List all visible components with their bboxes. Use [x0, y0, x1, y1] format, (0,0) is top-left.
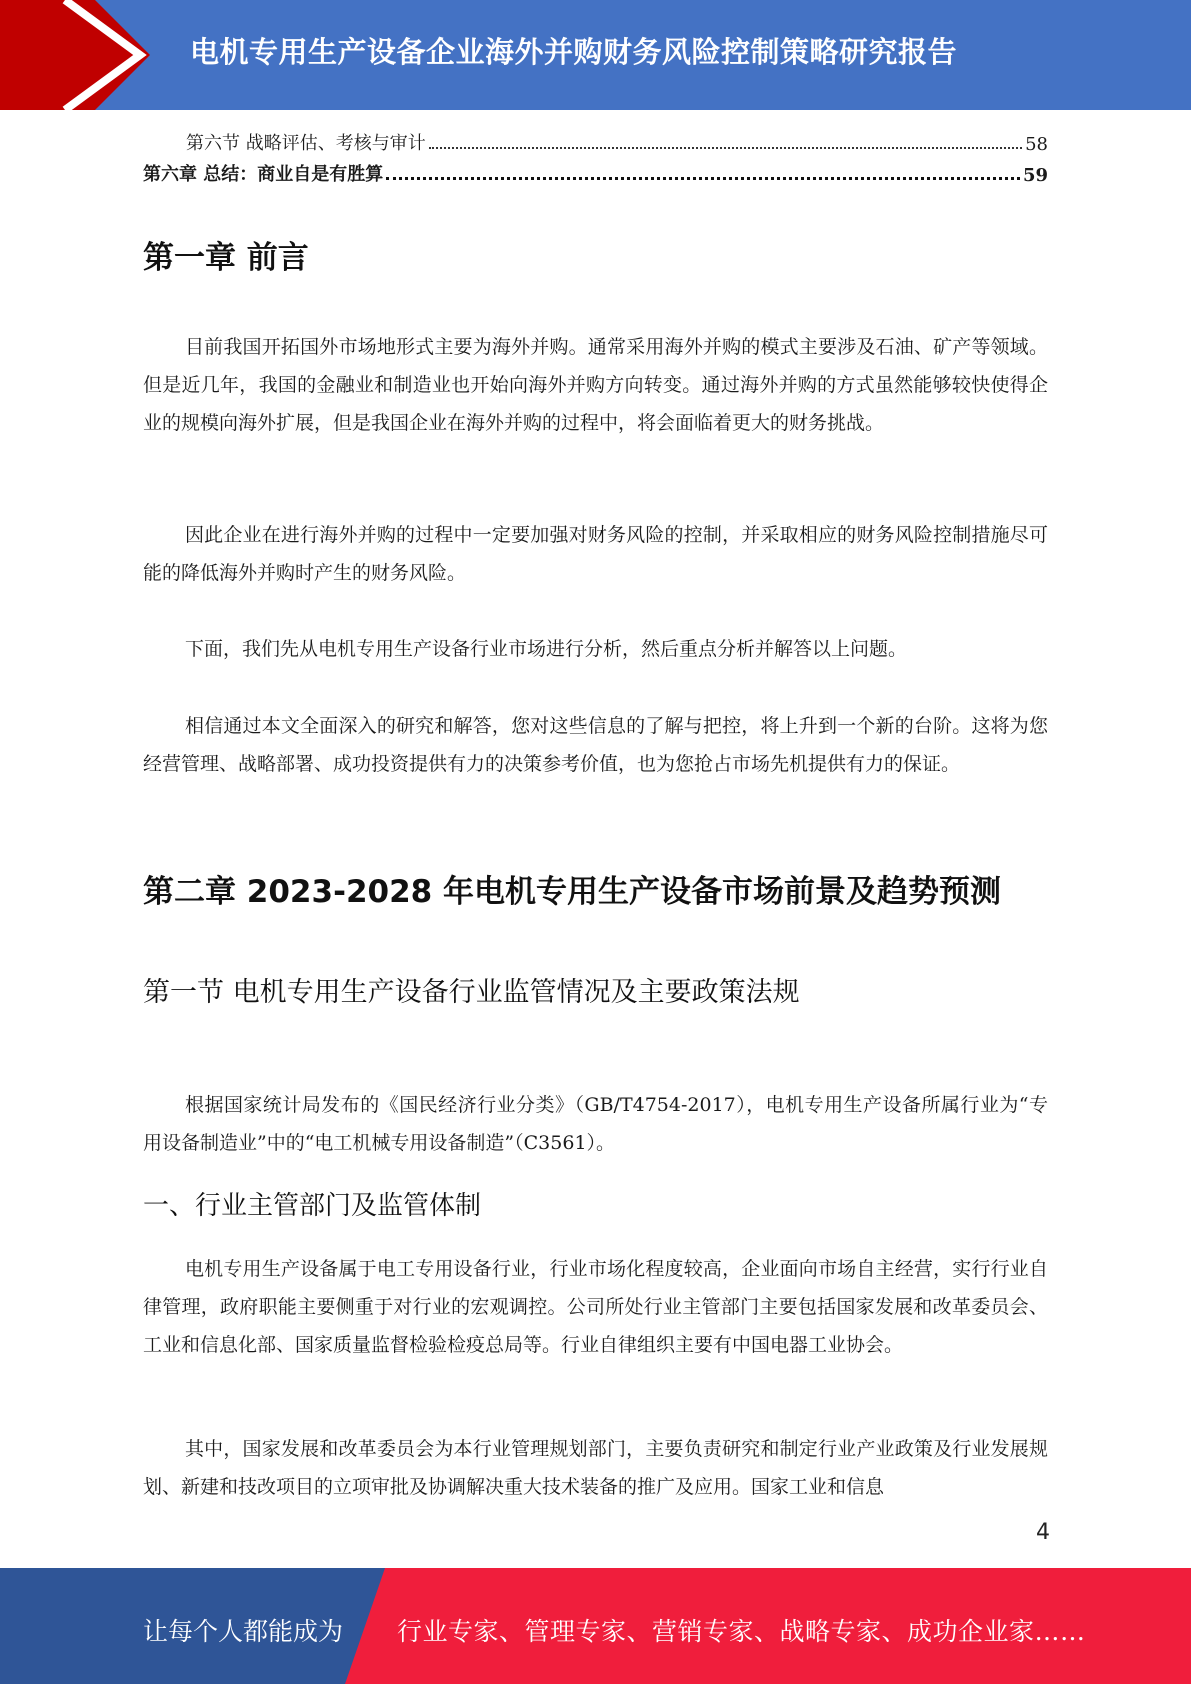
body-paragraph: 其中，国家发展和改革委员会为本行业管理规划部门，主要负责研究和制定行业产业政策及行业发展规划、新建和技改项目的立项审批及协调解决重大技术装备的推广及应用。国家工业和信息: [143, 1438, 1048, 1498]
page-header: [0, 0, 1191, 110]
toc-entry[interactable]: [186, 129, 1048, 155]
body-paragraph: 目前我国开拓国外市场地形式主要为海外并购。通常采用海外并购的模式主要涉及石油、矿产等领域。但是近几年，我国的金融业和制造业也开始向海外并购方向转变。通过海外并购的方式虽然能够较快使得企业的规模向海外扩展，但是我国企业在海外并购的过程中，将会面临着更大的财务挑战。: [143, 336, 1048, 434]
toc-entry-label: 第六章 总结：商业自是有胜算: [143, 164, 384, 185]
chapter-2-heading: 第二章 2023-2028 年电机专用生产设备市场前景及趋势预测: [143, 874, 1002, 910]
toc-entry-label: 第六节 战略评估、考核与审计: [186, 133, 426, 154]
toc-entry-page: 58: [1025, 134, 1048, 155]
header-red-chevron-decoration: [0, 0, 150, 110]
page-footer: [0, 1568, 1191, 1684]
body-paragraph: 下面，我们先从电机专用生产设备行业市场进行分析，然后重点分析并解答以上问题。: [185, 638, 908, 660]
toc-leader-dots: [429, 146, 1022, 149]
subsection-1-heading: 一、行业主管部门及监管体制: [143, 1191, 482, 1221]
report-title: 电机专用生产设备企业海外并购财务风险控制策略研究报告: [190, 35, 958, 69]
chapter-1-heading: 第一章 前言: [143, 240, 309, 276]
body-paragraph: 根据国家统计局发布的《国民经济行业分类》（GB/T4754-2017），电机专用生产设备所属行业为“专用设备制造业”中的“电工机械专用设备制造”（C3561）。: [143, 1094, 1048, 1154]
footer-slogan-right: 行业专家、管理专家、营销专家、战略专家、成功企业家……: [397, 1617, 1086, 1646]
footer-slogan-left: 让每个人都能成为: [143, 1617, 344, 1646]
toc-leader-dots: [386, 176, 1020, 180]
page-number: 4: [1036, 1520, 1050, 1545]
toc-entry[interactable]: [143, 160, 1048, 186]
section-1-heading: 第一节 电机专用生产设备行业监管情况及主要政策法规: [143, 977, 800, 1008]
body-paragraph: 相信通过本文全面深入的研究和解答，您对这些信息的了解与把控，将上升到一个新的台阶。这将为您经营管理、战略部署、成功投资提供有力的决策参考价值，也为您抢占市场先机提供有力的保证。: [143, 715, 1048, 775]
body-paragraph: 因此企业在进行海外并购的过程中一定要加强对财务风险的控制，并采取相应的财务风险控制措施尽可能的降低海外并购时产生的财务风险。: [143, 524, 1048, 584]
toc-entry-page: 59: [1022, 165, 1048, 186]
body-paragraph: 电机专用生产设备属于电工专用设备行业，行业市场化程度较高，企业面向市场自主经营，实行行业自律管理，政府职能主要侧重于对行业的宏观调控。公司所处行业主管部门主要包括国家发展和改革委员会、工业和信息化部、国家质量监督检验检疫总局等。行业自律组织主要有中国电器工业协会。: [143, 1258, 1048, 1356]
